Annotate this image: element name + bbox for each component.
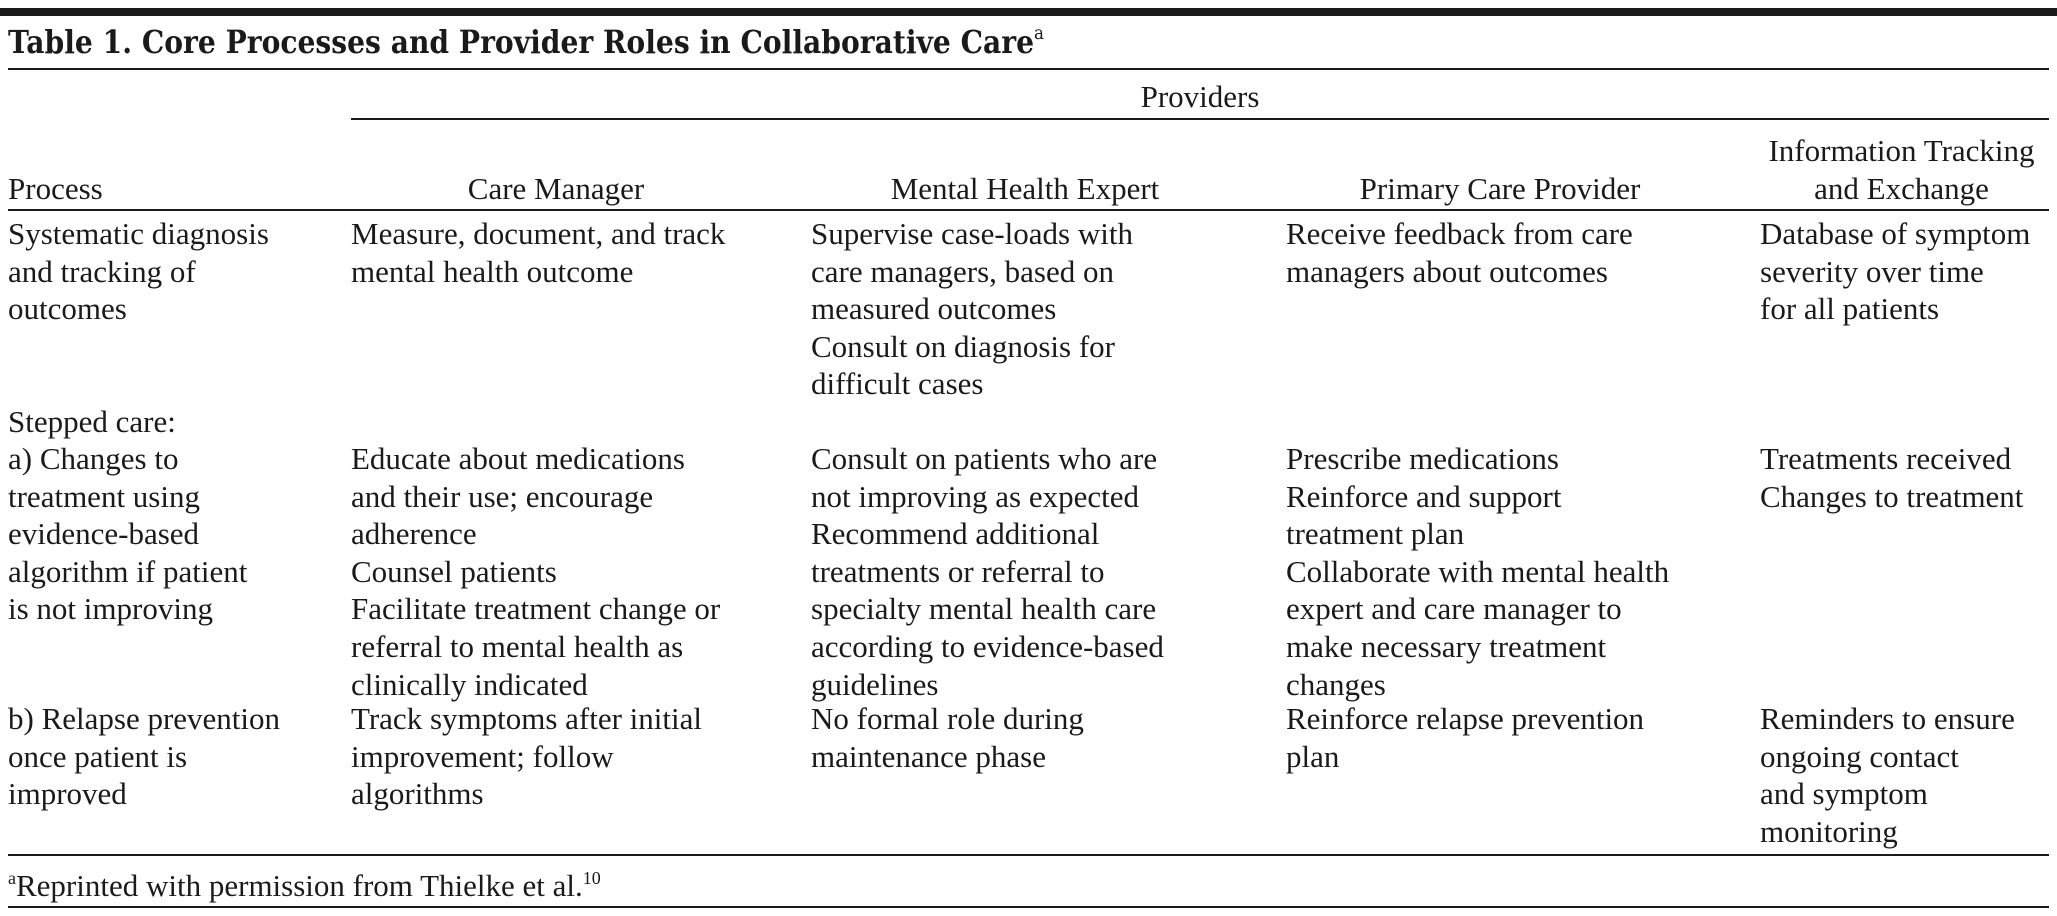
text-line: Changes to treatment <box>1760 478 2024 514</box>
footnote-reference: 10 <box>582 868 601 888</box>
text-line: Reinforce relapse prevention <box>1286 701 1645 736</box>
cell-entry <box>351 553 720 591</box>
cell-row3-care-manager <box>351 700 702 813</box>
text-line: measured outcomes <box>811 291 1057 327</box>
text-line: improvement; follow <box>351 738 614 774</box>
text-line: Recommend additional <box>811 516 1100 552</box>
text-line: Consult on patients who are <box>811 441 1158 476</box>
text-line: No formal role during <box>811 701 1084 736</box>
bottom-rule <box>8 854 2049 856</box>
providers-group-header: Providers <box>1140 79 1260 114</box>
text-line: Database of symptom <box>1760 216 2031 251</box>
text-line: Collaborate with mental health <box>1286 553 1670 589</box>
text-line: and tracking of <box>8 253 196 289</box>
cell-row3-info-tracking <box>1760 700 2015 850</box>
cell-row2-mental-health-expert <box>811 440 1164 703</box>
cell-row2-care-manager <box>351 440 720 703</box>
cell-row1-mental-health-expert <box>811 215 1133 403</box>
cell-entry <box>1760 700 2015 850</box>
cell-row3-primary-care-provider <box>1286 700 1644 775</box>
text-line: Counsel patients <box>351 553 557 589</box>
text-line: for all patients <box>1760 291 1940 327</box>
cell-entry <box>351 440 720 553</box>
text-line: monitoring <box>1760 813 1898 849</box>
text-line: referral to mental health as <box>351 628 684 664</box>
cell-entry <box>811 328 1133 403</box>
text-line: evidence-based <box>8 516 200 552</box>
text-line: improved <box>8 776 127 812</box>
header-care-manager: Care Manager <box>467 171 645 206</box>
cell-entry <box>811 215 1133 328</box>
text-line: Supervise case-loads with <box>811 216 1133 251</box>
text-line: Facilitate treatment change or <box>351 591 721 627</box>
text-line: severity over time <box>1760 253 1984 289</box>
text-line: care managers, based on <box>811 253 1114 289</box>
text-line: expert and care manager to <box>1286 591 1622 627</box>
text-line: guidelines <box>811 666 939 702</box>
text-line: treatment plan <box>1286 516 1465 552</box>
cell-row1-info-tracking <box>1760 215 2030 328</box>
table-footnote: $^a$Reprinted with permission from Thielke et al.$^{10}$ <box>8 868 601 903</box>
text-line: specialty mental health care <box>811 591 1157 627</box>
text-line: Receive feedback from care <box>1286 216 1633 251</box>
text-line: make necessary treatment <box>1286 628 1607 664</box>
text-line: a) Changes to <box>8 441 179 476</box>
text-line: and symptom <box>1760 776 1928 812</box>
header-info-tracking-line1: Information Tracking <box>1768 133 2035 168</box>
header-process: Process <box>8 171 103 206</box>
top-rule <box>0 8 2057 16</box>
text-line: difficult cases <box>811 366 984 402</box>
title-rule <box>8 68 2049 70</box>
header-info-tracking-line2: and Exchange <box>1814 171 1989 206</box>
text-line: ongoing contact <box>1760 738 1959 774</box>
text-line: mental health outcome <box>351 253 634 289</box>
text-line: treatments or referral to <box>811 553 1105 589</box>
text-line: changes <box>1286 666 1386 702</box>
cell-entry <box>1286 478 1669 553</box>
cell-row3-process <box>8 700 280 813</box>
cell-row3-mental-health-expert <box>811 700 1084 775</box>
text-line: Measure, document, and track <box>351 216 726 251</box>
text-line: Prescribe medications <box>1286 441 1559 476</box>
text-line: according to evidence-based <box>811 628 1164 664</box>
cell-entry <box>811 515 1164 703</box>
text-line: Track symptoms after initial <box>351 701 703 736</box>
cell-row1-care-manager <box>351 215 725 290</box>
text-line: Systematic diagnosis <box>8 216 269 251</box>
footnote-rule <box>8 906 2049 908</box>
cell-entry <box>351 700 702 813</box>
cell-entry <box>1286 215 1633 290</box>
header-primary-care-provider: Primary Care Provider <box>1359 171 1641 206</box>
text-line: Educate about medications <box>351 441 685 476</box>
text-line: treatment using <box>8 478 200 514</box>
cell-entry <box>1286 700 1644 775</box>
cell-entry <box>351 215 725 290</box>
text-line: algorithm if patient <box>8 553 248 589</box>
cell-row2-primary-care-provider <box>1286 440 1669 703</box>
footnote-mark: a <box>8 868 16 888</box>
cell-entry <box>811 700 1084 775</box>
text-line: maintenance phase <box>811 738 1046 774</box>
text-line: and their use; encourage <box>351 478 654 514</box>
section-label-stepped-care: Stepped care: <box>8 404 176 439</box>
title-footnote-mark: a <box>1034 22 1045 44</box>
text-line: adherence <box>351 516 477 552</box>
text-line: Reminders to ensure <box>1760 701 2015 736</box>
text-line: clinically indicated <box>351 666 588 702</box>
cell-row1-process <box>8 215 269 328</box>
text-line: b) Relapse prevention <box>8 701 281 736</box>
process-label <box>8 700 280 813</box>
text-line: plan <box>1286 738 1340 774</box>
cell-row1-primary-care-provider <box>1286 215 1633 290</box>
text-line: Treatments received <box>1760 441 2012 476</box>
cell-entry <box>811 440 1164 515</box>
text-line: Consult on diagnosis for <box>811 328 1115 364</box>
cell-entry <box>1760 440 2023 478</box>
text-line: not improving as expected <box>811 478 1139 514</box>
text-line: managers about outcomes <box>1286 253 1608 289</box>
providers-rule <box>351 118 2049 120</box>
cell-entry <box>1760 478 2023 516</box>
header-rule <box>8 209 2049 211</box>
cell-entry <box>1760 215 2030 328</box>
process-label <box>8 215 269 328</box>
cell-entry <box>351 590 720 703</box>
text-line: is not improving <box>8 591 213 627</box>
cell-row2-info-tracking <box>1760 440 2023 515</box>
text-line: algorithms <box>351 776 484 812</box>
table-title: Table 1. Core Processes and Provider Roles in Collaborative Care$^a$ <box>8 22 1045 61</box>
cell-row2-process <box>8 440 247 628</box>
cell-entry <box>1286 553 1669 703</box>
text-line: once patient is <box>8 738 188 774</box>
cell-entry <box>1286 440 1669 478</box>
process-label <box>8 440 247 628</box>
text-line: outcomes <box>8 291 127 327</box>
header-mental-health-expert: Mental Health Expert <box>890 171 1160 206</box>
text-line: Reinforce and support <box>1286 478 1562 514</box>
